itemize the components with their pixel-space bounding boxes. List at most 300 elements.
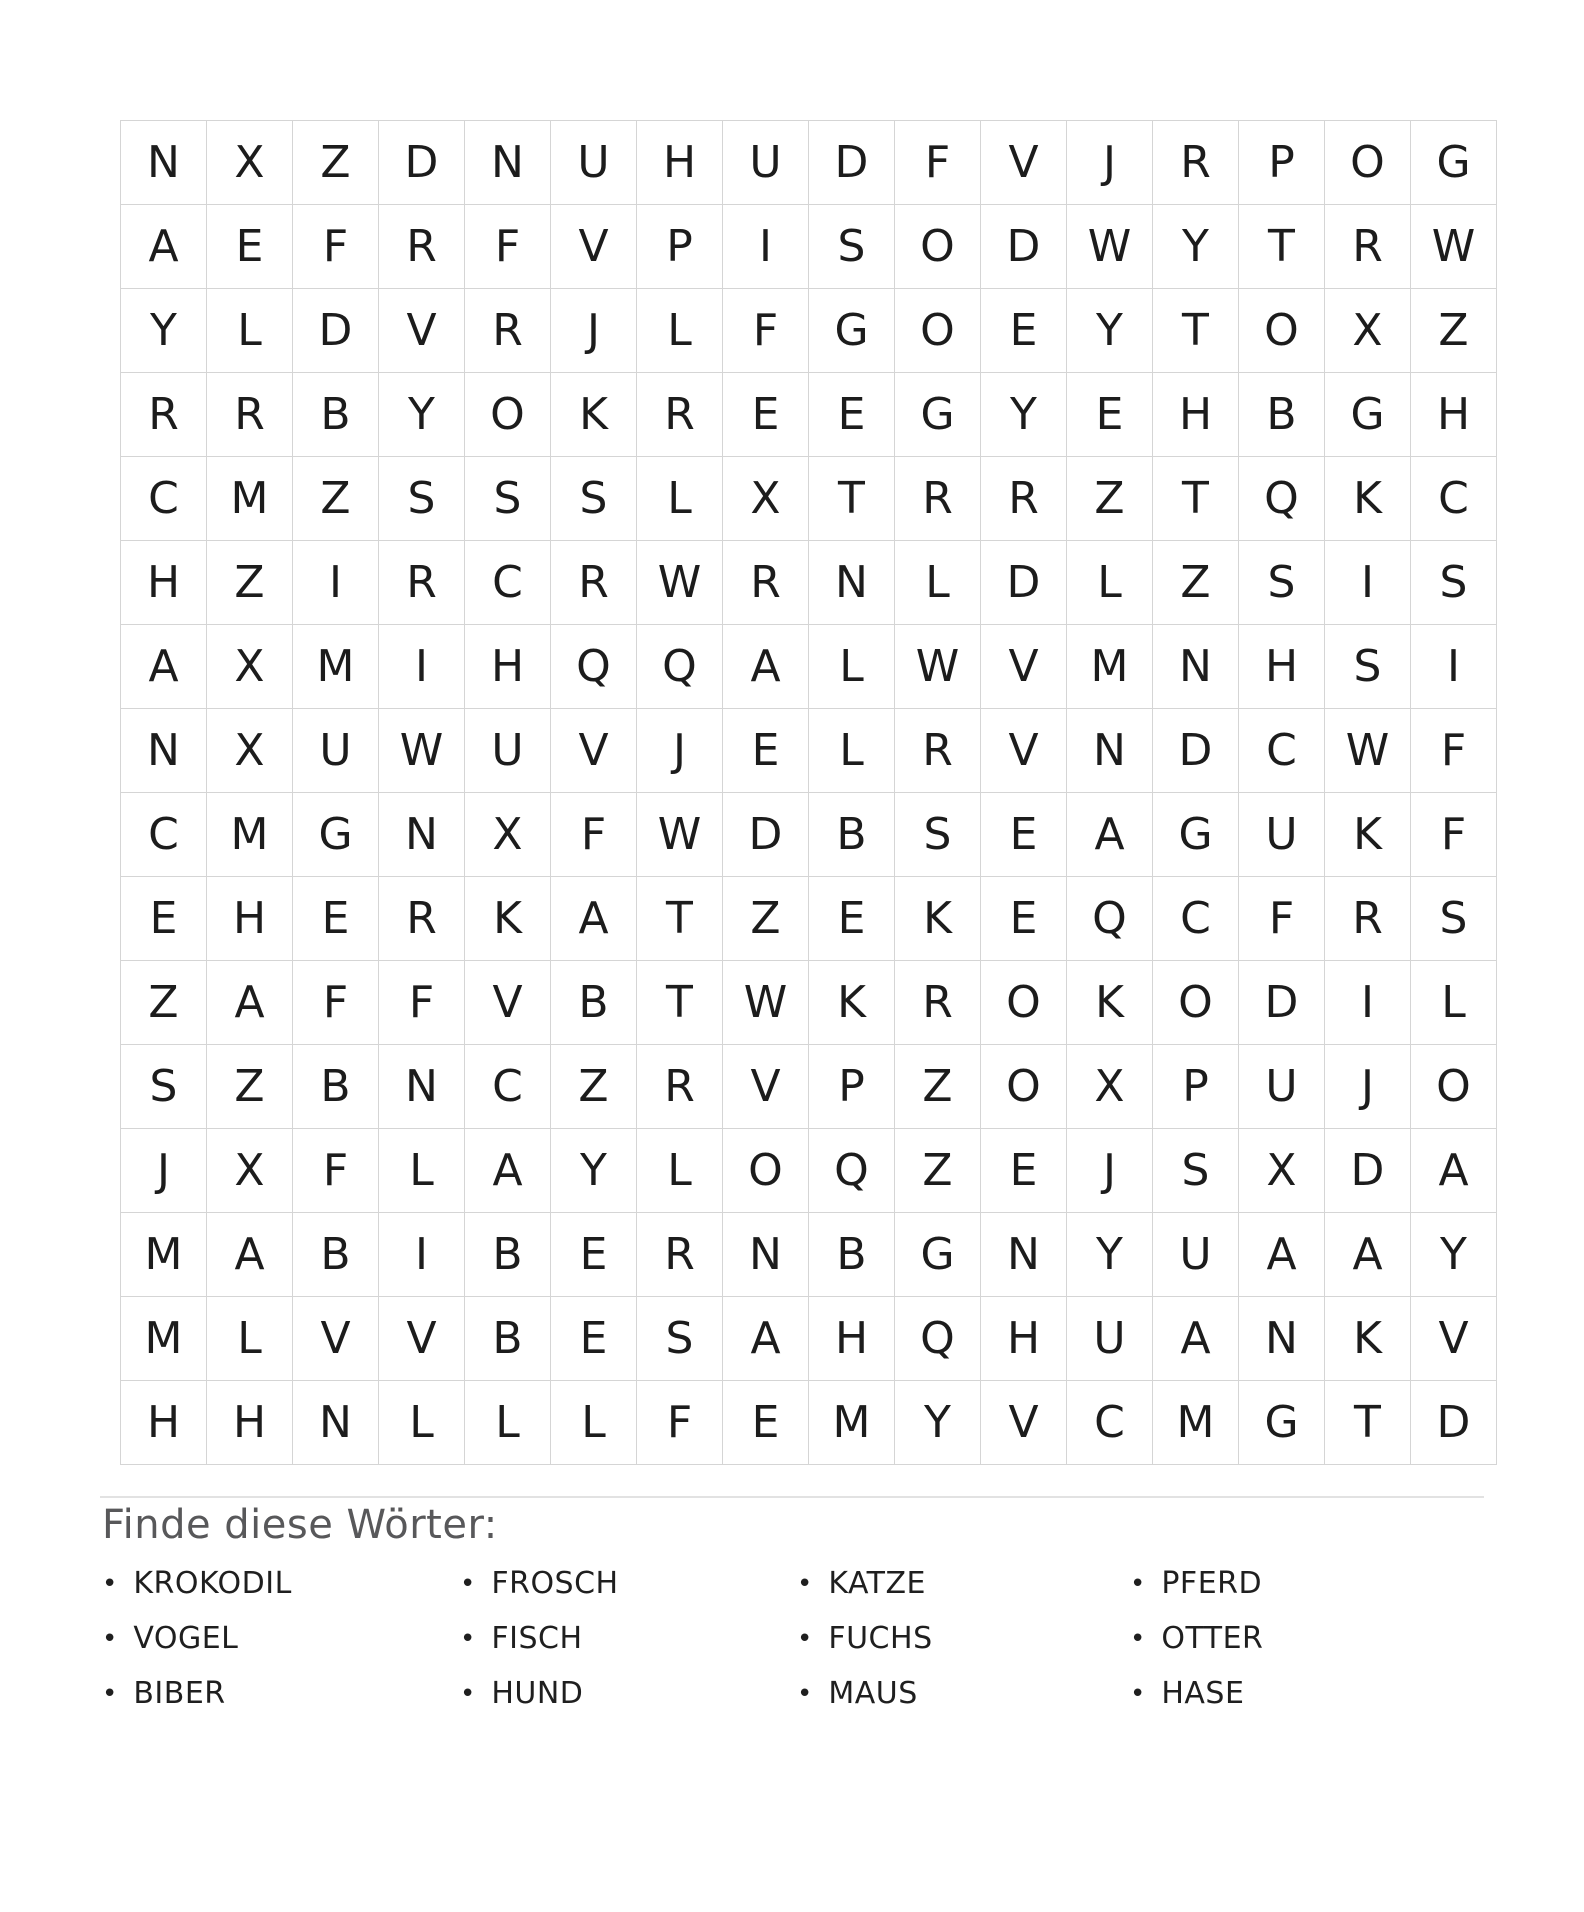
grid-cell[interactable]: D — [809, 121, 895, 205]
grid-cell[interactable]: F — [1239, 877, 1325, 961]
grid-cell[interactable]: I — [379, 625, 465, 709]
grid-cell[interactable]: V — [379, 289, 465, 373]
grid-cell[interactable]: H — [465, 625, 551, 709]
grid-cell[interactable]: R — [1325, 205, 1411, 289]
grid-cell[interactable]: T — [1239, 205, 1325, 289]
grid-cell[interactable]: B — [293, 1213, 379, 1297]
grid-cell[interactable]: R — [379, 205, 465, 289]
grid-cell[interactable]: X — [1067, 1045, 1153, 1129]
grid-cell[interactable]: Z — [723, 877, 809, 961]
grid-cell[interactable]: Z — [293, 457, 379, 541]
grid-row — [121, 289, 1497, 373]
grid-cell[interactable]: B — [293, 1045, 379, 1129]
grid-cell[interactable]: R — [895, 961, 981, 1045]
grid-cell[interactable]: R — [207, 373, 293, 457]
grid-cell[interactable]: Y — [1067, 289, 1153, 373]
grid-cell[interactable]: E — [293, 877, 379, 961]
grid-cell[interactable]: L — [637, 1129, 723, 1213]
grid-cell[interactable]: D — [1153, 709, 1239, 793]
grid-cell[interactable]: E — [809, 877, 895, 961]
grid-cell[interactable]: A — [207, 961, 293, 1045]
grid-cell[interactable]: C — [465, 541, 551, 625]
grid-cell[interactable]: V — [981, 709, 1067, 793]
grid-cell[interactable]: G — [1325, 373, 1411, 457]
grid-cell[interactable]: Y — [379, 373, 465, 457]
grid-cell[interactable]: L — [551, 1381, 637, 1465]
grid-cell[interactable]: E — [1067, 373, 1153, 457]
grid-cell[interactable]: M — [293, 625, 379, 709]
grid-cell[interactable]: K — [1325, 1297, 1411, 1381]
grid-cell[interactable]: Q — [551, 625, 637, 709]
grid-cell[interactable]: N — [809, 541, 895, 625]
grid-cell[interactable]: B — [465, 1213, 551, 1297]
grid-cell[interactable]: E — [551, 1297, 637, 1381]
grid-cell[interactable]: O — [981, 1045, 1067, 1129]
grid-cell[interactable]: Q — [637, 625, 723, 709]
grid-cell[interactable]: S — [637, 1297, 723, 1381]
grid-cell[interactable]: G — [895, 373, 981, 457]
grid-cell[interactable]: Z — [1153, 541, 1239, 625]
grid-cell[interactable]: J — [551, 289, 637, 373]
grid-cell[interactable]: G — [809, 289, 895, 373]
grid-cell[interactable]: Y — [981, 373, 1067, 457]
grid-cell[interactable]: B — [465, 1297, 551, 1381]
word-list-item — [797, 1676, 1130, 1711]
grid-cell[interactable]: S — [809, 205, 895, 289]
grid-cell[interactable]: L — [809, 625, 895, 709]
grid-cell[interactable]: J — [1067, 121, 1153, 205]
grid-cell[interactable]: I — [723, 205, 809, 289]
grid-cell[interactable]: I — [1325, 961, 1411, 1045]
grid-cell[interactable]: L — [379, 1129, 465, 1213]
grid-cell[interactable]: P — [1239, 121, 1325, 205]
grid-cell[interactable]: U — [465, 709, 551, 793]
grid-cell[interactable]: O — [1411, 1045, 1497, 1129]
grid-cell[interactable]: Z — [207, 1045, 293, 1129]
section-divider — [100, 1496, 1484, 1498]
grid-cell[interactable]: J — [121, 1129, 207, 1213]
grid-row — [121, 541, 1497, 625]
grid-cell[interactable]: F — [1411, 793, 1497, 877]
grid-cell[interactable]: F — [293, 961, 379, 1045]
grid-cell[interactable]: G — [1239, 1381, 1325, 1465]
letter-grid-table — [120, 120, 1497, 1465]
grid-cell[interactable]: C — [1239, 709, 1325, 793]
grid-cell[interactable]: T — [1153, 289, 1239, 373]
grid-cell[interactable]: E — [981, 289, 1067, 373]
grid-cell[interactable]: N — [723, 1213, 809, 1297]
grid-cell[interactable]: A — [723, 1297, 809, 1381]
grid-cell[interactable]: Y — [1067, 1213, 1153, 1297]
grid-cell[interactable]: U — [723, 121, 809, 205]
grid-cell[interactable]: H — [637, 121, 723, 205]
grid-cell[interactable]: Q — [1239, 457, 1325, 541]
grid-cell[interactable]: H — [981, 1297, 1067, 1381]
grid-cell[interactable]: Z — [1067, 457, 1153, 541]
grid-cell[interactable]: W — [379, 709, 465, 793]
grid-cell[interactable]: T — [637, 961, 723, 1045]
grid-cell[interactable]: E — [121, 877, 207, 961]
grid-cell[interactable]: Q — [1067, 877, 1153, 961]
grid-cell[interactable]: M — [809, 1381, 895, 1465]
grid-cell[interactable]: L — [207, 1297, 293, 1381]
grid-cell[interactable]: R — [637, 1045, 723, 1129]
grid-cell[interactable]: H — [207, 877, 293, 961]
grid-cell[interactable]: M — [207, 457, 293, 541]
grid-cell[interactable]: L — [637, 289, 723, 373]
grid-cell[interactable]: W — [895, 625, 981, 709]
grid-cell[interactable]: Y — [121, 289, 207, 373]
grid-cell[interactable]: D — [981, 541, 1067, 625]
grid-cell[interactable]: G — [1411, 121, 1497, 205]
word-list-item — [797, 1566, 1130, 1601]
grid-row — [121, 709, 1497, 793]
grid-cell[interactable]: D — [379, 121, 465, 205]
grid-cell[interactable]: A — [1067, 793, 1153, 877]
grid-cell[interactable]: R — [895, 457, 981, 541]
grid-cell[interactable]: S — [1325, 625, 1411, 709]
grid-cell[interactable]: H — [207, 1381, 293, 1465]
grid-cell[interactable]: N — [1067, 709, 1153, 793]
word-list-item — [797, 1621, 1130, 1656]
grid-cell[interactable]: V — [981, 121, 1067, 205]
bullet-icon: • — [102, 1623, 118, 1654]
grid-cell[interactable]: J — [637, 709, 723, 793]
bullet-icon: • — [797, 1678, 813, 1709]
grid-cell[interactable]: R — [895, 709, 981, 793]
grid-cell[interactable]: A — [1239, 1213, 1325, 1297]
grid-cell[interactable]: B — [809, 1213, 895, 1297]
grid-cell[interactable]: M — [1153, 1381, 1239, 1465]
grid-cell[interactable]: C — [465, 1045, 551, 1129]
grid-cell[interactable]: C — [121, 793, 207, 877]
grid-cell[interactable]: E — [207, 205, 293, 289]
grid-cell[interactable]: R — [637, 1213, 723, 1297]
bullet-icon: • — [797, 1568, 813, 1599]
word-label: KROKODIL — [133, 1566, 292, 1601]
grid-cell[interactable]: L — [465, 1381, 551, 1465]
grid-cell[interactable]: H — [1239, 625, 1325, 709]
grid-cell[interactable]: E — [723, 709, 809, 793]
grid-cell[interactable]: W — [723, 961, 809, 1045]
grid-cell[interactable]: O — [1325, 121, 1411, 205]
grid-cell[interactable]: S — [465, 457, 551, 541]
grid-cell[interactable]: T — [637, 877, 723, 961]
bullet-icon: • — [797, 1623, 813, 1654]
grid-cell[interactable]: C — [1067, 1381, 1153, 1465]
grid-cell[interactable]: I — [1325, 541, 1411, 625]
grid-row — [121, 625, 1497, 709]
grid-cell[interactable]: A — [207, 1213, 293, 1297]
grid-cell[interactable]: H — [121, 1381, 207, 1465]
grid-cell[interactable]: X — [723, 457, 809, 541]
grid-cell[interactable]: S — [1239, 541, 1325, 625]
grid-row — [121, 961, 1497, 1045]
grid-cell[interactable]: D — [1239, 961, 1325, 1045]
grid-cell[interactable]: P — [1153, 1045, 1239, 1129]
grid-cell[interactable]: U — [293, 709, 379, 793]
grid-cell[interactable]: Z — [293, 121, 379, 205]
word-list-item — [460, 1621, 797, 1656]
grid-cell[interactable]: Y — [1411, 1213, 1497, 1297]
word-list-title: Finde diese Wörter: — [102, 1502, 498, 1548]
grid-cell[interactable]: Y — [551, 1129, 637, 1213]
grid-cell[interactable]: W — [637, 541, 723, 625]
word-label: FROSCH — [491, 1566, 619, 1601]
grid-cell[interactable]: Q — [895, 1297, 981, 1381]
grid-cell[interactable]: X — [207, 1129, 293, 1213]
grid-cell[interactable]: K — [1325, 457, 1411, 541]
grid-cell[interactable]: N — [121, 121, 207, 205]
grid-cell[interactable]: A — [121, 205, 207, 289]
grid-cell[interactable]: N — [1153, 625, 1239, 709]
grid-cell[interactable]: V — [465, 961, 551, 1045]
bullet-icon: • — [1130, 1678, 1146, 1709]
grid-cell[interactable]: C — [121, 457, 207, 541]
grid-cell[interactable]: K — [1067, 961, 1153, 1045]
grid-cell[interactable]: W — [1325, 709, 1411, 793]
word-label: HASE — [1161, 1676, 1245, 1711]
grid-cell[interactable]: A — [551, 877, 637, 961]
grid-cell[interactable]: V — [981, 625, 1067, 709]
grid-cell[interactable]: O — [465, 373, 551, 457]
grid-cell[interactable]: L — [1411, 961, 1497, 1045]
grid-cell[interactable]: F — [895, 121, 981, 205]
word-label: FUCHS — [828, 1621, 933, 1656]
grid-cell[interactable]: F — [551, 793, 637, 877]
grid-cell[interactable]: B — [293, 373, 379, 457]
grid-cell[interactable]: N — [293, 1381, 379, 1465]
grid-cell[interactable]: X — [1325, 289, 1411, 373]
grid-cell[interactable]: T — [1153, 457, 1239, 541]
grid-cell[interactable]: M — [121, 1297, 207, 1381]
grid-cell[interactable]: E — [723, 1381, 809, 1465]
word-label: OTTER — [1161, 1621, 1264, 1656]
grid-row — [121, 373, 1497, 457]
grid-cell[interactable]: B — [551, 961, 637, 1045]
grid-cell[interactable]: Z — [895, 1129, 981, 1213]
grid-cell[interactable]: K — [551, 373, 637, 457]
grid-cell[interactable]: N — [465, 121, 551, 205]
grid-cell[interactable]: N — [1239, 1297, 1325, 1381]
word-list-item — [460, 1676, 797, 1711]
grid-cell[interactable]: U — [1239, 1045, 1325, 1129]
grid-row — [121, 1297, 1497, 1381]
grid-cell[interactable]: L — [1067, 541, 1153, 625]
grid-cell[interactable]: Y — [1153, 205, 1239, 289]
grid-cell[interactable]: H — [809, 1297, 895, 1381]
word-list-item — [1130, 1621, 1484, 1656]
grid-cell[interactable]: F — [723, 289, 809, 373]
grid-cell[interactable]: A — [1411, 1129, 1497, 1213]
grid-cell[interactable]: C — [1153, 877, 1239, 961]
grid-cell[interactable]: C — [1411, 457, 1497, 541]
grid-cell[interactable]: Z — [121, 961, 207, 1045]
grid-cell[interactable]: S — [379, 457, 465, 541]
grid-cell[interactable]: K — [895, 877, 981, 961]
grid-cell[interactable]: E — [551, 1213, 637, 1297]
grid-cell[interactable]: U — [1239, 793, 1325, 877]
grid-cell[interactable]: D — [293, 289, 379, 373]
grid-cell[interactable]: X — [207, 709, 293, 793]
grid-cell[interactable]: V — [981, 1381, 1067, 1465]
grid-row — [121, 457, 1497, 541]
grid-row — [121, 793, 1497, 877]
grid-cell[interactable]: A — [723, 625, 809, 709]
grid-cell[interactable]: F — [637, 1381, 723, 1465]
grid-cell[interactable]: Z — [207, 541, 293, 625]
grid-cell[interactable]: U — [1153, 1213, 1239, 1297]
grid-cell[interactable]: E — [809, 373, 895, 457]
grid-row — [121, 1129, 1497, 1213]
grid-cell[interactable]: R — [551, 541, 637, 625]
grid-cell[interactable]: U — [1067, 1297, 1153, 1381]
grid-cell[interactable]: Z — [895, 1045, 981, 1129]
grid-cell[interactable]: B — [1239, 373, 1325, 457]
grid-cell[interactable]: V — [293, 1297, 379, 1381]
grid-cell[interactable]: G — [1153, 793, 1239, 877]
grid-cell[interactable]: D — [723, 793, 809, 877]
bullet-icon: • — [460, 1678, 476, 1709]
word-label: PFERD — [1161, 1566, 1263, 1601]
grid-cell[interactable]: P — [637, 205, 723, 289]
grid-cell[interactable]: W — [1411, 205, 1497, 289]
grid-cell[interactable]: M — [121, 1213, 207, 1297]
grid-cell[interactable]: J — [1325, 1045, 1411, 1129]
grid-cell[interactable]: A — [121, 625, 207, 709]
grid-cell[interactable]: P — [809, 1045, 895, 1129]
grid-cell[interactable]: R — [379, 541, 465, 625]
grid-cell[interactable]: R — [981, 457, 1067, 541]
grid-cell[interactable]: R — [1325, 877, 1411, 961]
grid-cell[interactable]: N — [379, 1045, 465, 1129]
word-label: HUND — [491, 1676, 584, 1711]
grid-cell[interactable]: E — [981, 793, 1067, 877]
grid-row — [121, 1381, 1497, 1465]
grid-cell[interactable]: I — [1411, 625, 1497, 709]
grid-cell[interactable]: N — [981, 1213, 1067, 1297]
grid-cell[interactable]: R — [637, 373, 723, 457]
grid-cell[interactable]: V — [379, 1297, 465, 1381]
grid-cell[interactable]: T — [809, 457, 895, 541]
grid-cell[interactable]: D — [1411, 1381, 1497, 1465]
word-label: KATZE — [828, 1566, 927, 1601]
grid-cell[interactable]: R — [1153, 121, 1239, 205]
grid-cell[interactable]: S — [895, 793, 981, 877]
grid-cell[interactable]: X — [1239, 1129, 1325, 1213]
grid-cell[interactable]: V — [1411, 1297, 1497, 1381]
word-list-item — [460, 1566, 797, 1601]
grid-cell[interactable]: Y — [895, 1381, 981, 1465]
grid-cell[interactable]: F — [1411, 709, 1497, 793]
grid-cell[interactable]: W — [637, 793, 723, 877]
word-list-item — [102, 1676, 460, 1711]
word-search-grid — [120, 120, 1497, 1465]
grid-cell[interactable]: X — [207, 625, 293, 709]
grid-cell[interactable]: H — [121, 541, 207, 625]
grid-cell[interactable]: O — [895, 205, 981, 289]
word-list-item — [1130, 1676, 1484, 1711]
grid-row — [121, 121, 1497, 205]
grid-cell[interactable]: Q — [809, 1129, 895, 1213]
grid-cell[interactable]: F — [379, 961, 465, 1045]
grid-cell[interactable]: O — [895, 289, 981, 373]
grid-row — [121, 1213, 1497, 1297]
grid-cell[interactable]: Z — [1411, 289, 1497, 373]
grid-cell[interactable]: V — [551, 205, 637, 289]
grid-row — [121, 877, 1497, 961]
grid-cell[interactable]: M — [207, 793, 293, 877]
grid-cell[interactable]: X — [465, 793, 551, 877]
grid-cell[interactable]: E — [723, 373, 809, 457]
grid-cell[interactable]: A — [465, 1129, 551, 1213]
grid-cell[interactable]: N — [121, 709, 207, 793]
grid-cell[interactable]: I — [379, 1213, 465, 1297]
grid-cell[interactable]: L — [379, 1381, 465, 1465]
grid-cell[interactable]: D — [981, 205, 1067, 289]
grid-cell[interactable]: J — [1067, 1129, 1153, 1213]
grid-cell[interactable]: R — [379, 877, 465, 961]
grid-cell[interactable]: V — [551, 709, 637, 793]
grid-cell[interactable]: S — [1153, 1129, 1239, 1213]
grid-cell[interactable]: L — [809, 709, 895, 793]
grid-cell[interactable]: F — [293, 1129, 379, 1213]
grid-cell[interactable]: D — [1325, 1129, 1411, 1213]
grid-cell[interactable]: G — [895, 1213, 981, 1297]
grid-cell[interactable]: L — [207, 289, 293, 373]
grid-cell[interactable]: R — [723, 541, 809, 625]
grid-cell[interactable]: H — [1411, 373, 1497, 457]
grid-cell[interactable]: S — [1411, 877, 1497, 961]
grid-cell[interactable]: M — [1067, 625, 1153, 709]
grid-cell[interactable]: O — [723, 1129, 809, 1213]
grid-cell[interactable]: S — [551, 457, 637, 541]
grid-cell[interactable]: G — [293, 793, 379, 877]
grid-cell[interactable]: A — [1153, 1297, 1239, 1381]
grid-cell[interactable]: V — [723, 1045, 809, 1129]
grid-cell[interactable]: K — [809, 961, 895, 1045]
grid-cell[interactable]: E — [981, 877, 1067, 961]
grid-cell[interactable]: I — [293, 541, 379, 625]
grid-cell[interactable]: L — [637, 457, 723, 541]
grid-cell[interactable]: R — [121, 373, 207, 457]
grid-cell[interactable]: T — [1325, 1381, 1411, 1465]
grid-cell[interactable]: W — [1067, 205, 1153, 289]
word-label: VOGEL — [133, 1621, 239, 1656]
grid-cell[interactable]: E — [981, 1129, 1067, 1213]
grid-cell[interactable]: O — [1153, 961, 1239, 1045]
grid-cell[interactable]: X — [207, 121, 293, 205]
grid-cell[interactable]: S — [121, 1045, 207, 1129]
grid-cell[interactable]: F — [465, 205, 551, 289]
grid-cell[interactable]: F — [293, 205, 379, 289]
grid-cell[interactable]: U — [551, 121, 637, 205]
word-list-item — [102, 1621, 460, 1656]
grid-cell[interactable]: O — [981, 961, 1067, 1045]
grid-cell[interactable]: K — [1325, 793, 1411, 877]
grid-cell[interactable]: O — [1239, 289, 1325, 373]
grid-cell[interactable]: H — [1153, 373, 1239, 457]
grid-cell[interactable]: K — [465, 877, 551, 961]
grid-cell[interactable]: B — [809, 793, 895, 877]
grid-cell[interactable]: A — [1325, 1213, 1411, 1297]
grid-cell[interactable]: Z — [551, 1045, 637, 1129]
grid-cell[interactable]: N — [379, 793, 465, 877]
grid-cell[interactable]: L — [895, 541, 981, 625]
grid-cell[interactable]: S — [1411, 541, 1497, 625]
grid-cell[interactable]: R — [465, 289, 551, 373]
bullet-icon: • — [1130, 1568, 1146, 1599]
